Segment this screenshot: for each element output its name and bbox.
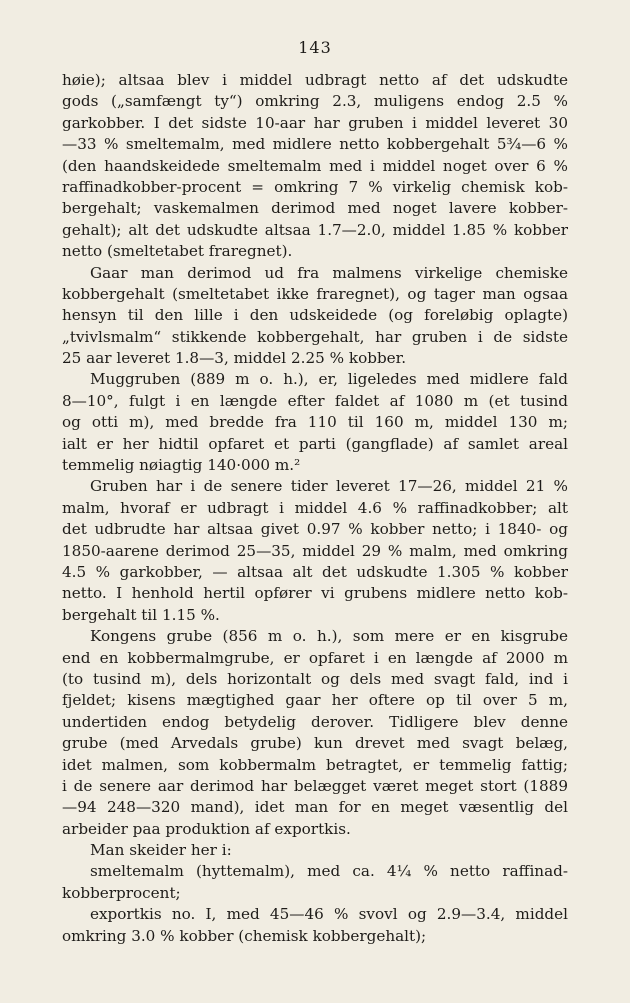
text-line: malm, hvoraf er udbragt i middel 4.6 % raffinadkobber; alt: [62, 498, 568, 517]
page-number: 143: [298, 38, 332, 57]
text-line: 25 aar leveret 1.8—3, middel 2.25 % kobber.: [62, 349, 407, 368]
text-line: netto (smeltetabet fraregnet).: [62, 242, 293, 261]
text-line: exportkis no. I, med 45—46 % svovl og 2.9—3.4, middel: [90, 905, 568, 924]
text-line: i de senere aar derimod har belægget været meget stort (1889: [62, 776, 568, 795]
text-line: kobbergehalt (smeltetabet ikke fraregnet), og tager man ogsaa: [62, 284, 568, 303]
text-line: gehalt); alt det udskudte altsaa 1.7—2.0, middel 1.85 % kobber: [62, 220, 568, 239]
text-line: garkobber. I det sidste 10-aar har gruben i middel leveret 30: [62, 113, 568, 132]
text-line: 1850-aarene derimod 25—35, middel 29 % malm, med omkring: [62, 541, 568, 560]
text-line: Gruben har i de senere tider leveret 17—26, middel 21 %: [90, 477, 568, 496]
text-line: grube (med Arvedals grube) kun drevet med svagt belæg,: [62, 734, 568, 753]
text-line: temmelig nøiagtig 140·000 m.²: [62, 456, 301, 475]
text-line: idet malmen, som kobbermalm betragtet, er temmelig fattig;: [62, 755, 568, 774]
text-line: Muggruben (889 m o. h.), er, ligeledes med midlere fald: [90, 370, 568, 389]
text-line: smeltemalm (hyttemalm), med ca. 4¼ % netto raffinad-: [90, 862, 568, 881]
text-line: Gaar man derimod ud fra malmens virkelige chemiske: [90, 263, 568, 282]
body-text: [62, 70, 568, 947]
text-line: arbeider paa produktion af exportkis.: [62, 819, 351, 838]
text-line: det udbrudte har altsaa givet 0.97 % kobber netto; i 1840- og: [62, 520, 568, 539]
text-line: bergehalt; vaskemalmen derimod med noget lavere kobber-: [62, 199, 568, 218]
text-line: Man skeider her i:: [90, 841, 232, 860]
text-line: Kongens grube (856 m o. h.), som mere er en kisgrube: [90, 627, 568, 646]
text-line: hensyn til den lille i den udskeidede (og foreløbig oplagte): [62, 306, 568, 325]
text-line: høie); altsaa blev i middel udbragt netto af det udskudte: [62, 71, 568, 89]
text-line: 4.5 % garkobber, — altsaa alt det udskudte 1.305 % kobber: [62, 562, 568, 581]
text-line: end en kobbermalmgrube, er opfaret i en længde af 2000 m: [62, 648, 568, 667]
text-line: kobberprocent;: [62, 883, 181, 902]
text-line: fjeldet; kisens mægtighed gaar her oftere op til over 5 m,: [62, 691, 568, 710]
text-line: „tvivlsmalm“ stikkende kobbergehalt, har gruben i de sidste: [62, 327, 568, 346]
text-line: netto. I henhold hertil opfører vi grubens midlere netto kob-: [62, 584, 568, 603]
text-line: 8—10°, fulgt i en længde efter faldet af 1080 m (et tusind: [62, 391, 568, 410]
text-line: gods („samfængt ty“) omkring 2.3, muligens endog 2.5 %: [62, 92, 568, 111]
text-line: —94 248—320 mand), idet man for en meget væsentlig del: [62, 798, 568, 817]
text-line: (to tusind m), dels horizontalt og dels med svagt fald, ind i: [62, 669, 568, 688]
text-line: —33 % smeltemalm, med midlere netto kobbergehalt 5¾—6 %: [62, 135, 568, 154]
text-line: undertiden endog betydelig derover. Tidligere blev denne: [62, 712, 568, 731]
text-line: (den haandskeidede smeltemalm med i middel noget over 6 %: [62, 156, 568, 175]
text-line: omkring 3.0 % kobber (chemisk kobbergehalt);: [62, 926, 427, 945]
text-line: bergehalt til 1.15 %.: [62, 605, 220, 624]
text-line: raffinadkobber-procent = omkring 7 % virkelig chemisk kob-: [62, 177, 568, 196]
text-line: og otti m), med bredde fra 110 til 160 m, middel 130 m;: [62, 413, 568, 432]
text-line: ialt er her hidtil opfaret et parti (gangflade) af samlet areal: [62, 434, 568, 453]
